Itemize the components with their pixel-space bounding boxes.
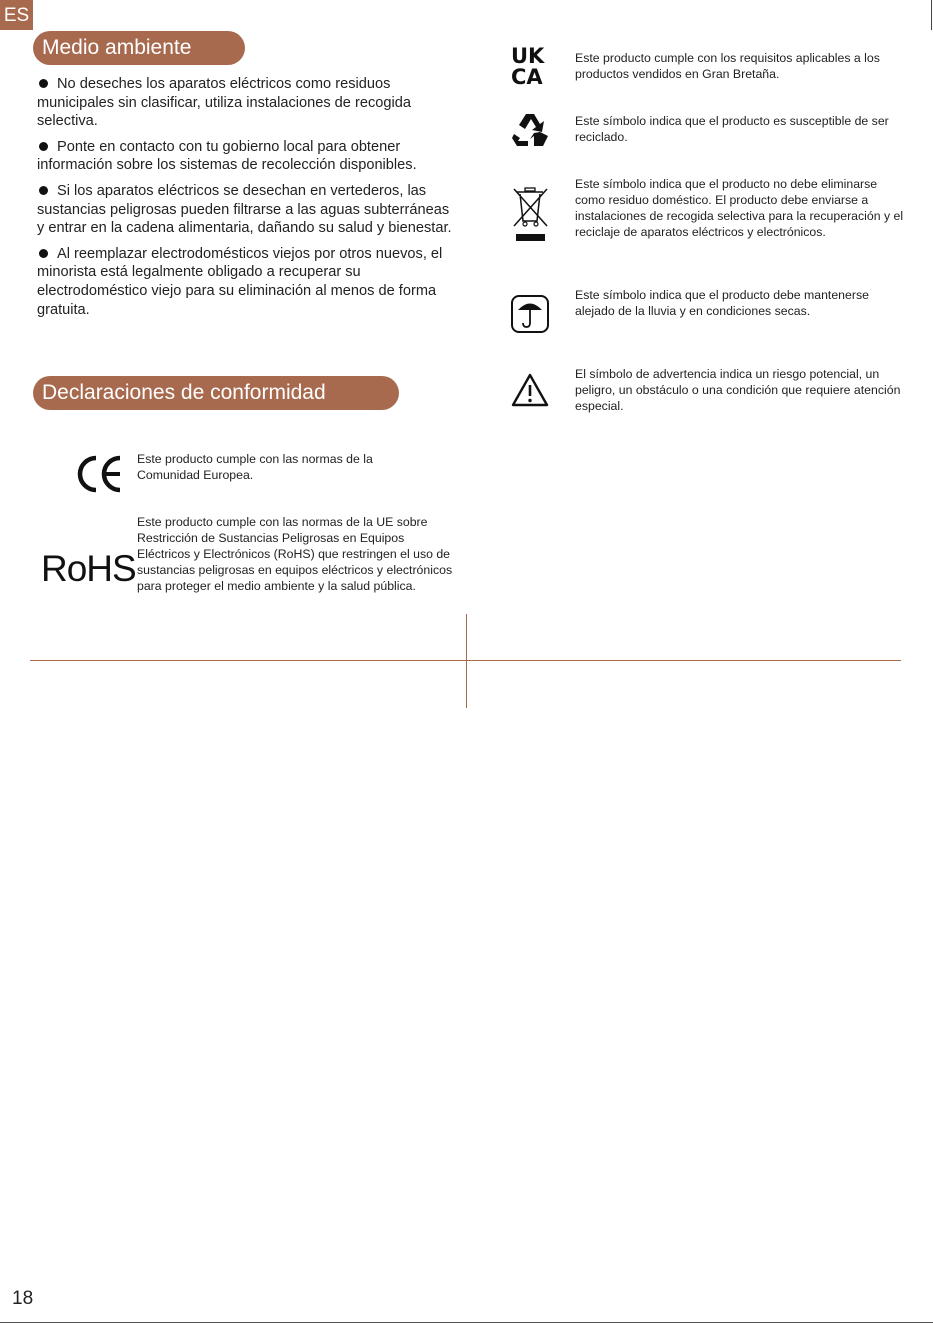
list-item: Ponte en contacto con tu gobierno local para obtener información sobre los sistemas de recolección disponibles. — [37, 138, 417, 174]
recycle-description: Este símbolo indica que el producto es susceptible de ser reciclado. — [575, 114, 889, 144]
bullet-dot — [39, 186, 48, 195]
keep-dry-umbrella-icon — [510, 294, 550, 334]
list-item: No deseches los aparatos eléctricos como residuos municipales sin clasificar, utiliza instalaciones de recogida selectiva. — [37, 76, 411, 130]
language-tab: ES — [0, 0, 33, 30]
svg-text:CA: CA — [511, 65, 543, 89]
ce-description: Este producto cumple con las normas de la Comunidad Europea. — [137, 452, 373, 482]
rohs-description: Este producto cumple con las normas de la UE sobre Restricción de Sustancias Peligrosas en Equipos Eléctricos y Electrónicos (RoHS) que restringen el uso de sustancias peligrosas en equipos eléctricos y electrónicos para proteger el medio ambiente y la salud pública. — [137, 515, 453, 593]
rohs-icon — [40, 546, 136, 589]
ce-mark-icon — [76, 455, 126, 493]
environment-heading: Medio ambiente — [33, 31, 245, 65]
list-item: Si los aparatos eléctricos se desechan en vertederos, las sustancias peligrosas pueden filtrarse a las aguas subterráneas y entrar en la cadena alimentaria, dañando su salud y bienestar. — [37, 182, 452, 237]
svg-text:UK: UK — [511, 44, 545, 68]
keep-dry-description: Este símbolo indica que el producto debe mantenerse alejado de la lluvia y en condiciones secas. — [575, 288, 869, 318]
ukca-description: Este producto cumple con los requisitos aplicables a los productos vendidos en Gran Bretaña. — [575, 51, 880, 81]
warning-triangle-icon — [510, 372, 550, 408]
crossed-bin-icon — [511, 186, 551, 244]
warning-description: El símbolo de advertencia indica un riesgo potencial, un peligro, un obstáculo o una condición que requiere atención especial. — [575, 367, 901, 413]
bullet-dot — [39, 249, 48, 258]
bullet-dot — [39, 79, 48, 88]
bullet-dot — [39, 142, 48, 151]
page-number: 18 — [12, 1288, 34, 1309]
bottom-border — [0, 1322, 933, 1323]
vertical-divider — [466, 614, 467, 708]
corner-divider — [931, 0, 932, 30]
declarations-heading: Declaraciones de conformidad — [33, 376, 399, 410]
environment-bullet-list — [37, 75, 457, 326]
svg-text:RoHS: RoHS — [41, 548, 136, 589]
crossed-bin-description: Este símbolo indica que el producto no debe eliminarse como residuo doméstico. El producto debe enviarse a instalaciones de recogida selectiva para la recuperación y el reciclaje de aparatos eléctricos y electrónicos. — [575, 177, 904, 239]
recycle-icon — [510, 110, 550, 150]
list-item: Al reemplazar electrodomésticos viejos por otros nuevos, el minorista está legalmente obligado a recuperar su electrodoméstico viejo para su eliminación al menos de forma gratuita. — [37, 245, 443, 318]
ukca-icon — [510, 45, 550, 87]
